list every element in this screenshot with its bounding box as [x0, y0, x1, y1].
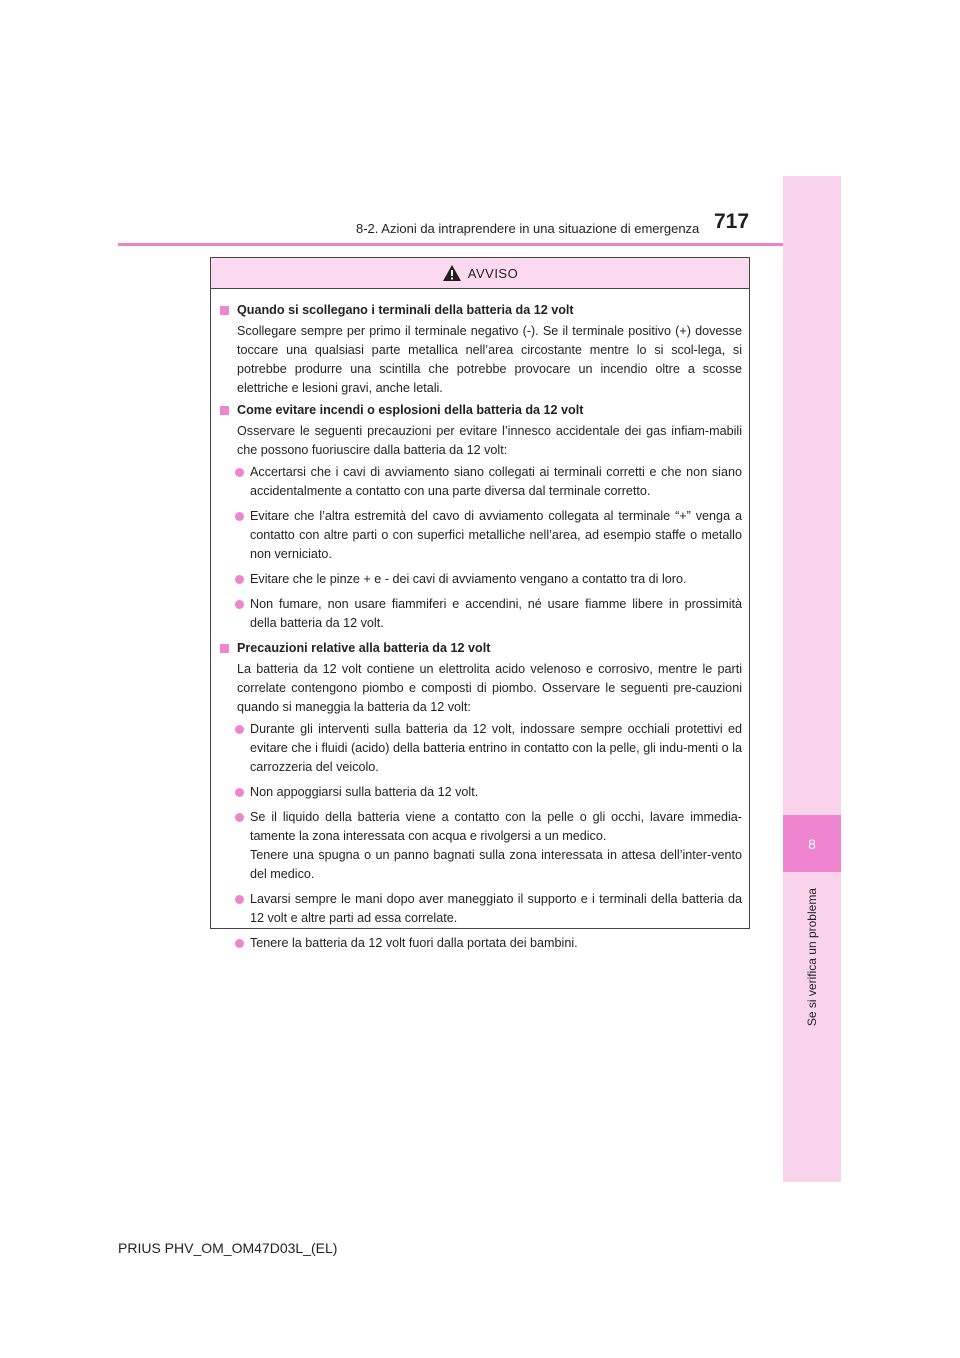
list-item-continuation: Tenere una spugna o un panno bagnati sulla zona interessata in attesa dell’inter-vento del medico. [250, 848, 742, 881]
round-bullet-icon [235, 813, 244, 822]
warning-box [210, 257, 750, 950]
list-item [218, 463, 742, 501]
list-item-text: Non appoggiarsi sulla batteria da 12 volt. [250, 785, 479, 799]
list-item-text: Tenere la batteria da 12 volt fuori dalla portata dei bambini. [250, 936, 578, 950]
round-bullet-icon [235, 512, 244, 521]
section-heading [218, 301, 742, 320]
section-title: 8-2. Azioni da intraprendere in una situazione di emergenza [356, 221, 700, 236]
section-heading-text: Precauzioni relative alla batteria da 12 volt [237, 641, 491, 655]
round-bullet-icon [235, 600, 244, 609]
square-bullet-icon [220, 306, 229, 315]
round-bullet-icon [235, 468, 244, 477]
chapter-label-text: Se si verifica un problema [805, 887, 819, 1027]
square-bullet-icon [220, 406, 229, 415]
list-item [218, 507, 742, 564]
warning-title: AVVISO [467, 265, 519, 281]
list-item-text: Evitare che l’altra estremità del cavo di avviamento collegata al terminale “+” venga a contatto con altre parti o con superfici metalliche nell’area, ad esempio staffe o metallo non verniciato. [250, 509, 742, 561]
list-item-text: Se il liquido della batteria viene a contatto con la pelle o gli occhi, lavare immedia-tamente la zona interessata con acqua e rivolgersi a un medico. [250, 810, 742, 843]
section-heading [218, 401, 742, 420]
warning-triangle-icon [442, 264, 462, 282]
list-item [218, 570, 742, 589]
section-heading-text: Come evitare incendi o esplosioni della batteria da 12 volt [237, 403, 584, 417]
round-bullet-icon [235, 788, 244, 797]
section-heading [218, 639, 742, 658]
list-item-text: Accertarsi che i cavi di avviamento siano collegati ai terminali corretti e che non siano accidentalmente a contatto con una parte diversa dal terminale corretto. [250, 465, 742, 498]
list-item [218, 720, 742, 777]
chapter-label [800, 882, 824, 1032]
paragraph: Osservare le seguenti precauzioni per evitare l’innesco accidentale dei gas infiam-mabili che possono fuoriuscire dalla batteria da 12 volt: [237, 424, 742, 457]
list-item [218, 595, 742, 633]
round-bullet-icon [235, 895, 244, 904]
list-item-text: Lavarsi sempre le mani dopo aver maneggiato il supporto e i terminali della batteria da 12 volt e altre parti ad essa correlate. [250, 892, 742, 925]
footer-doc-code: PRIUS PHV_OM_OM47D03L_(EL) [118, 1240, 338, 1256]
list-item [218, 934, 742, 953]
warning-header [211, 258, 749, 289]
list-item-text: Non fumare, non usare fiammiferi e accendini, né usare fiamme libere in prossimità della batteria da 12 volt. [250, 597, 742, 630]
round-bullet-icon [235, 575, 244, 584]
list-item [218, 890, 742, 928]
section-heading-text: Quando si scollegano i terminali della batteria da 12 volt [237, 303, 574, 317]
paragraph: Scollegare sempre per primo il terminale negativo (-). Se il terminale positivo (+) dovesse toccare una qualsiasi parte metallica nell’area circostante mentre lo si scol-lega, si potrebbe produrre una scintilla che potrebbe provocare un incendio oltre a scosse elettriche e lesioni gravi, anche letali. [237, 324, 742, 395]
chapter-number: 8 [783, 815, 841, 872]
warning-body [211, 289, 749, 953]
page-number: 717 [714, 210, 750, 233]
round-bullet-icon [235, 725, 244, 734]
square-bullet-icon [220, 644, 229, 653]
paragraph: La batteria da 12 volt contiene un elettrolita acido velenoso e corrosivo, mentre le parti correlate contengono piombo e composti di piombo. Osservare le seguenti pre-cauzioni quando si maneggia la batteria da 12 volt: [237, 662, 742, 714]
round-bullet-icon [235, 939, 244, 948]
list-item [218, 783, 742, 802]
list-item-text: Evitare che le pinze + e - dei cavi di avviamento vengano a contatto tra di loro. [250, 572, 687, 586]
list-item-text: Durante gli interventi sulla batteria da 12 volt, indossare sempre occhiali protettivi ed evitare che i fluidi (acido) della batteria entrino in contatto con la pelle, gli indu-menti o la carrozzeria del veicolo. [250, 722, 742, 774]
list-item [218, 808, 742, 884]
header-rule [118, 243, 783, 246]
